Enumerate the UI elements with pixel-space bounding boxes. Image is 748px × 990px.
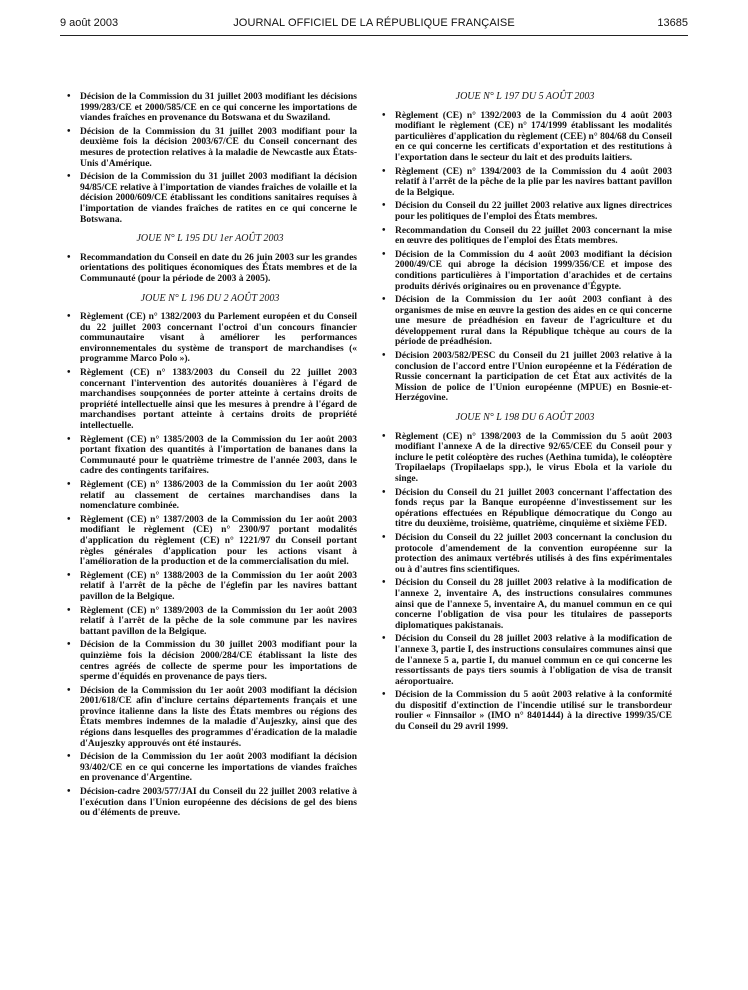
list-item — [378, 351, 672, 404]
journal-title: JOURNAL OFFICIEL DE LA RÉPUBLIQUE FRANÇAISE — [233, 17, 515, 29]
entry-text: Décision de la Commission du 31 juillet 2003 modifiant les décisions 1999/283/CE et 2000/585/CE en ce qui concerne les importations de viandes fraîches en provenance du Botswana et du Swaziland. — [80, 92, 357, 124]
bullet-icon: • — [382, 350, 386, 362]
list-item — [378, 690, 672, 732]
entry-text: Règlement (CE) n° 1385/2003 de la Commission du 1er août 2003 portant fixation des quantités à l'importation de bananes dans la Communauté pour le quatrième trimestre de l'année 2003, dans le cadre des contingents tarifaires. — [80, 434, 357, 477]
list-item — [378, 226, 672, 247]
header-rule — [60, 35, 688, 36]
entry-text: Règlement (CE) n° 1388/2003 de la Commission du 1er août 2003 relatif à l'arrêt de la pêche de l'églefin par les navires battant pavillon de la Belgique. — [80, 570, 357, 602]
list-item — [378, 578, 672, 631]
entry-text: Règlement (CE) n° 1382/2003 du Parlement européen et du Conseil du 22 juillet 2003 concernant l'octroi d'un concours financier communautaire visant à améliorer les performances environnementales du système de transport de marchandises (« programme Marco Polo »). — [80, 312, 357, 365]
list-item — [63, 368, 357, 432]
list-item — [378, 488, 672, 530]
bullet-icon: • — [67, 125, 71, 137]
list-item — [63, 787, 357, 819]
bullet-icon: • — [382, 486, 386, 498]
entry-text: Règlement (CE) n° 1387/2003 de la Commission du 1er août 2003 modifiant le règlement (CE) n° 2300/97 portant modalités d'application du règlement (CE) n° 1221/97 du Conseil portant règles générales d'application pour les actions visant à l'amélioration de la production et de la commercialisation du miel. — [80, 514, 357, 568]
bullet-icon: • — [382, 248, 386, 260]
list-item — [63, 253, 357, 285]
list-item — [63, 640, 357, 682]
bullet-icon: • — [67, 786, 71, 798]
entry-text: Décision 2003/582/PESC du Conseil du 21 juillet 2003 relative à la conclusion de l'accord entre l'Union européenne et la Fédération de Russie concernant la participation de cet État aux activités de la Mission de police de l'Union européenne (MPUE) en Bosnie-et-Herzégovine. — [395, 351, 672, 404]
list-item — [63, 571, 357, 603]
issue-heading-l195: JOUE N° L 195 DU 1er AOÛT 2003 — [136, 233, 284, 245]
entry-text: Règlement (CE) n° 1392/2003 de la Commission du 4 août 2003 modifiant le règlement (CE) n° 174/1999 établissant les modalités particulières d'application du règlement (CEE) n° 804/68 du Conseil en ce qui concerne les certificats d'exportation et des restitutions à l'exportation dans le secteur du lait et des produits laitiers. — [395, 110, 672, 163]
right-list-b — [378, 432, 672, 733]
entry-text: Règlement (CE) n° 1383/2003 du Conseil du 22 juillet 2003 concernant l'intervention des autorités douanières à l'égard de marchandises soupçonnées de porter atteinte à certains droits de propriété intellectuelle ainsi que les mesures à prendre à l'égard de marchandises portant atteinte à certains droits de propriété intellectuelle. — [80, 368, 357, 432]
bullet-icon: • — [67, 311, 71, 323]
left-list-b — [63, 253, 357, 285]
page-number: 13685 — [657, 17, 688, 29]
entry-text: Décision de la Commission du 31 juillet 2003 modifiant pour la deuxième fois la décision 2003/67/CE du Conseil concernant des mesures de protection relatives à la maladie de Newcastle aux États-Unis d'Amérique. — [80, 126, 357, 169]
bullet-icon: • — [67, 684, 71, 696]
bullet-icon: • — [67, 433, 71, 445]
right-list-a — [378, 111, 672, 404]
entry-text: Décision de la Commission du 30 juillet 2003 modifiant pour la quinzième fois la décision 2000/284/CE établissant la liste des centres agréés de collecte de sperme pour les importations de sperme d'équidés en provenance de pays tiers. — [80, 640, 357, 683]
bullet-icon: • — [382, 633, 386, 645]
list-item — [378, 634, 672, 687]
list-item — [63, 606, 357, 638]
entry-text: Décision de la Commission du 4 août 2003 modifiant la décision 2000/49/CE qui abroge la décision 1999/356/CE et impose des conditions particulières à l'importation d'arachides et de certains produits dérivés originaires ou en provenance d'Égypte. — [395, 249, 672, 292]
bullet-icon: • — [67, 479, 71, 490]
bullet-icon: • — [67, 171, 71, 183]
entry-text: Décision du Conseil du 22 juillet 2003 relative aux lignes directrices pour les politiques de l'emploi des États membres. — [395, 201, 672, 222]
left-column — [63, 92, 357, 822]
list-item — [63, 480, 357, 512]
list-item — [63, 515, 357, 568]
list-item — [63, 752, 357, 784]
entry-text: Décision du Conseil du 28 juillet 2003 relative à la modification de l'annexe 2, inventaire A, des instructions consulaires communes ainsi que de l'annexe 5, inventaire A, du manuel commun en ce qui concerne l'obligation de visa pour les titulaires de passeports diplomatiques pakistanais. — [395, 578, 672, 631]
list-item — [63, 435, 357, 477]
issue-heading-l198: JOUE N° L 198 DU 6 AOÛT 2003 — [455, 412, 595, 424]
bullet-icon: • — [382, 109, 386, 121]
entry-text: Règlement (CE) n° 1389/2003 de la Commission du 1er août 2003 relatif à l'arrêt de la pêche de la sole commune par les navires battant pavillon de la Belgique. — [80, 605, 357, 637]
bullet-icon: • — [382, 430, 386, 442]
list-item — [63, 686, 357, 750]
entry-text: Décision de la Commission du 5 août 2003 relative à la conformité du dispositif d'extinction de l'incendie utilisé sur le transbordeur roulier « Finnsailor » (IMO n° 8401444) à la directive 1999/35/CE du Conseil du 29 avril 1999. — [395, 690, 672, 733]
bullet-icon: • — [67, 569, 71, 581]
list-item — [378, 111, 672, 164]
page-header — [60, 17, 688, 33]
bullet-icon: • — [382, 224, 386, 236]
list-item — [378, 533, 672, 575]
entry-text: Décision du Conseil du 28 juillet 2003 relative à la modification de l'annexe 3, partie I, des instructions consulaires communes ainsi que de l'annexe 5 a, partie I, du manuel commun en ce qui concerne les ressortissants de pays tiers soumis à l'obligation de visa de transit aéroportuaire. — [395, 634, 672, 687]
list-item — [378, 201, 672, 222]
entry-text: Décision de la Commission du 1er août 2003 confiant à des organismes de mise en œuvre la gestion des aides en ce qui concerne une mesure de préadhésion en faveur de l'agriculture et du développement rural dans la République tchèque au cours de la période de préadhésion. — [395, 295, 672, 348]
entry-text: Décision du Conseil du 22 juillet 2003 concernant la conclusion du protocole d'amendement de la convention européenne sur la protection des animaux vertébrés utilisés à des fins expérimentales ou à d'autres fins scientifiques. — [395, 532, 672, 575]
bullet-icon: • — [382, 689, 386, 701]
bullet-icon: • — [67, 639, 71, 651]
header-date: 9 août 2003 — [60, 17, 119, 29]
bullet-icon: • — [67, 91, 71, 102]
entry-text: Recommandation du Conseil du 22 juillet 2003 concernant la mise en œuvre des politiques de l'emploi des États membres. — [395, 225, 672, 247]
entry-text: Décision de la Commission du 31 juillet 2003 modifiant la décision 94/85/CE relative à l'importation de viandes fraîches de volaille et la décision 2000/609/CE établissant les conditions sanitaires requises à l'importation de viandes fraîches de ratites en ce qui concerne le Botswana. — [80, 172, 357, 225]
bullet-icon: • — [67, 604, 71, 616]
bullet-icon: • — [67, 251, 71, 263]
bullet-icon: • — [67, 367, 71, 379]
entry-text: Règlement (CE) n° 1386/2003 de la Commission du 1er août 2003 relatif au classement de certaines marchandises dans la nomenclature combinée. — [80, 480, 357, 512]
entry-text: Décision de la Commission du 1er août 2003 modifiant la décision 2001/618/CE afin d'inclure certains départements français et une province italienne dans la liste des États membres ou régions des États membres indemnes de la maladie d'Aujeszky, ainsi que des régions dans lesquelles des programmes d'éradication de la maladie d'Aujeszky approuvés ont été instaurés. — [80, 685, 357, 749]
issue-heading-l196: JOUE N° L 196 DU 2 AOÛT 2003 — [140, 292, 280, 304]
right-column — [378, 92, 672, 736]
bullet-icon: • — [382, 531, 386, 543]
bullet-icon: • — [382, 294, 386, 306]
entry-text: Règlement (CE) n° 1394/2003 de la Commission du 4 août 2003 relatif à l'arrêt de la pêche de la plie par les navires battant pavillon de la Belgique. — [395, 166, 672, 198]
entry-text: Règlement (CE) n° 1398/2003 de la Commission du 5 août 2003 modifiant l'annexe A de la directive 92/65/CEE du Conseil pour y inclure le petit coléoptère des ruches (Aethina tumida), le coléoptère Tropilaelaps (Tropilaelaps spp.), le virus Ebola et la variole du singe. — [395, 431, 672, 484]
bullet-icon: • — [382, 165, 386, 177]
list-item — [378, 167, 672, 199]
list-item — [378, 432, 672, 485]
list-item — [63, 127, 357, 169]
list-item — [63, 92, 357, 124]
left-list-c — [63, 312, 357, 819]
list-item — [63, 312, 357, 365]
entry-text: Décision de la Commission du 1er août 2003 modifiant la décision 93/402/CE en ce qui concerne les importations de viandes fraîches en provenance d'Argentine. — [80, 752, 357, 784]
list-item — [378, 295, 672, 348]
entry-text: Recommandation du Conseil en date du 26 juin 2003 sur les grandes orientations des politiques économiques des États membres et de la Communauté (pour la période de 2003 à 2005). — [80, 252, 357, 284]
bullet-icon: • — [382, 200, 386, 212]
list-item — [378, 250, 672, 292]
entry-text: Décision-cadre 2003/577/JAI du Conseil du 22 juillet 2003 relative à l'exécution dans l'Union européenne des décisions de gel des biens ou d'éléments de preuve. — [80, 787, 357, 819]
left-list-a — [63, 92, 357, 225]
list-item — [63, 172, 357, 225]
entry-text: Décision du Conseil du 21 juillet 2003 concernant l'affectation des fonds reçus par la Banque européenne d'investissement sur les opérations effectuées en République démocratique du Congo au titre du deuxième, troisième, quatrième, cinquième et sixième FED. — [395, 487, 672, 530]
bullet-icon: • — [67, 513, 71, 525]
bullet-icon: • — [67, 751, 71, 763]
issue-heading-l197: JOUE N° L 197 DU 5 AOÛT 2003 — [455, 91, 595, 102]
bullet-icon: • — [382, 577, 386, 589]
